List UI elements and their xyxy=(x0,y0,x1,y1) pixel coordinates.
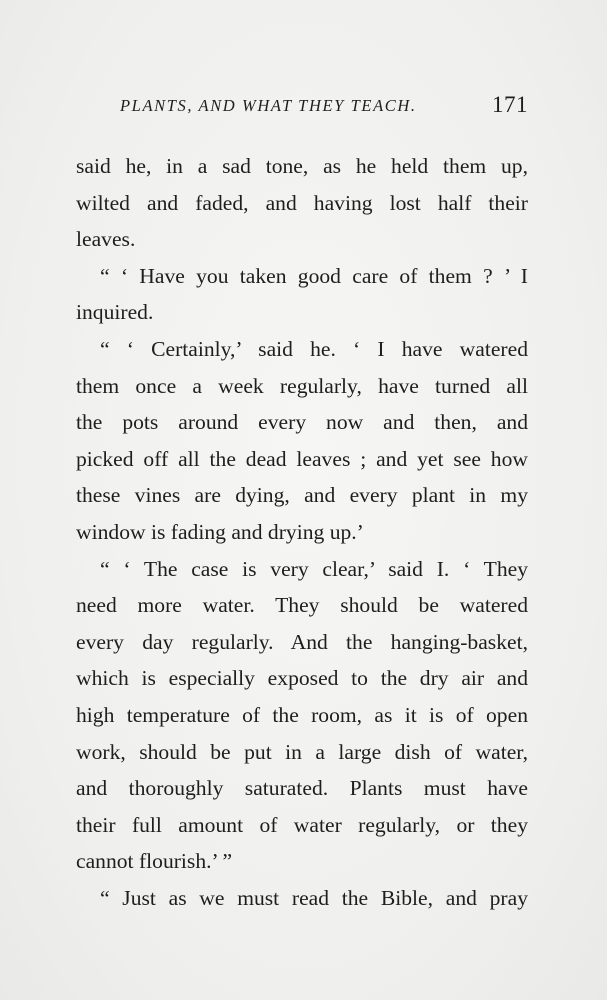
text-line: “ ‘ Have you taken good care of them ? ’ I xyxy=(100,263,528,288)
text-line: picked off all the dead leaves ; and yet see how xyxy=(76,446,528,471)
text-line: these vines are dying, and every plant in my xyxy=(76,483,528,508)
text-line: “ ‘ The case is very clear,’ said I. ‘ They xyxy=(100,556,528,581)
text-line: cannot flourish.’ ” xyxy=(76,849,233,874)
text-line: wilted and faded, and having lost half their xyxy=(76,190,528,215)
text-line: and thoroughly saturated. Plants must have xyxy=(76,776,528,801)
text-line: which is especially exposed to the dry air and xyxy=(76,666,528,691)
page-number: 171 xyxy=(492,92,528,117)
text-line: high temperature of the room, as it is of open xyxy=(76,702,528,727)
text-line: “ ‘ Certainly,’ said he. ‘ I have watered xyxy=(100,336,528,361)
running-title: PLANTS, AND WHAT THEY TEACH. xyxy=(120,96,417,115)
text-line: window is fading and drying up.’ xyxy=(76,519,364,544)
text-line: need more water. They should be watered xyxy=(76,593,528,618)
running-head xyxy=(76,92,528,126)
body-text xyxy=(76,148,528,916)
text-line: every day regularly. And the hanging-basket, xyxy=(76,629,528,654)
text-line: leaves. xyxy=(76,227,136,252)
text-line: them once a week regularly, have turned all xyxy=(76,373,528,398)
text-line: “ Just as we must read the Bible, and pray xyxy=(100,885,528,910)
text-line: said he, in a sad tone, as he held them up, xyxy=(76,154,528,178)
text-line: work, should be put in a large dish of water, xyxy=(76,739,528,764)
text-line: the pots around every now and then, and xyxy=(76,410,528,435)
text-line: their full amount of water regularly, or they xyxy=(76,812,528,837)
text-line: inquired. xyxy=(76,300,154,325)
